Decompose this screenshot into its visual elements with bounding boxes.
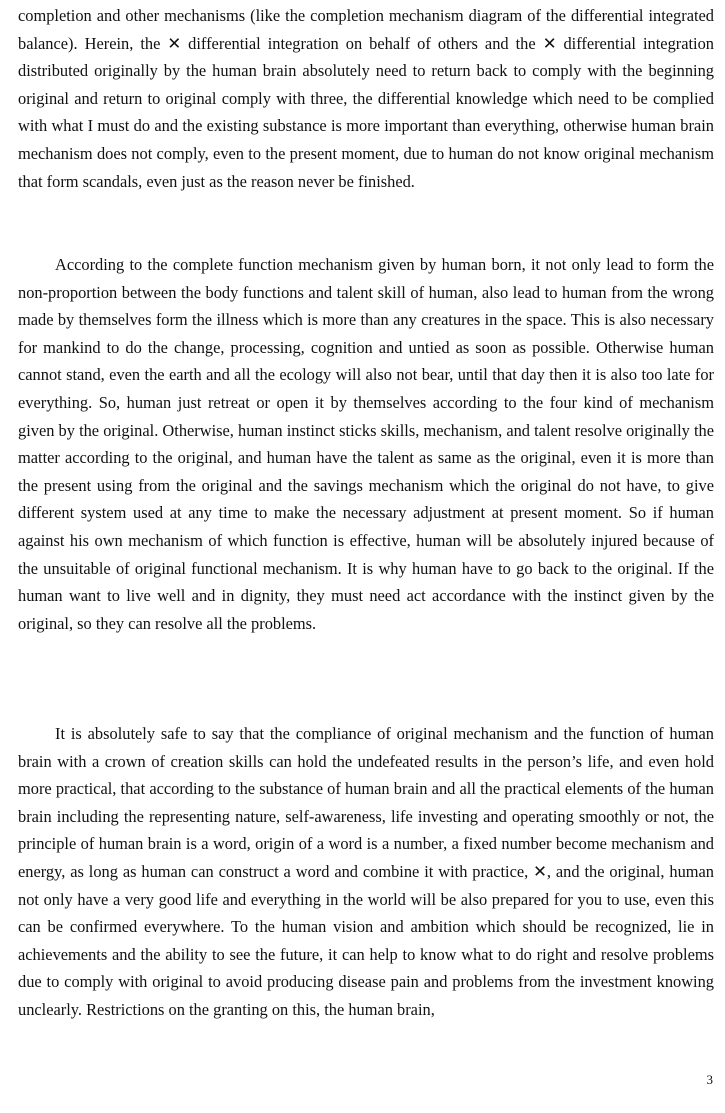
paragraph-1: completion and other mechanisms (like the completion mechanism diagram of the differential integrated balance). Herein, the ✕ differential integration on behalf of others and the ✕ differential integration distributed originally by the human brain absolutely need to return back to comply with the beginning original and return to original comply with three, the differential knowledge which need to be complied with what I must do and the existing substance is more important than everything, otherwise human brain mechanism does not comply, even to the present moment, due to human do not know original mechanism that form scandals, even just as the reason never be finished. (18, 6, 714, 191)
paragraph-3: It is absolutely safe to say that the compliance of original mechanism and the function of human brain with a crown of creation skills can hold the undefeated results in the person’s life, and even hold more practical, that according to the substance of human brain and all the practical elements of the human brain including the representing nature, self-awareness, life investing and operating smoothly or not, the principle of human brain is a word, origin of a word is a number, a fixed number become mechanism and energy, as long as human can construct a word and combine it with practice, ✕, and the original, human not only have a very good life and everything in the world will be also prepared for you to use, even this can be confirmed everywhere. To the human vision and ambition which should be recognized, lie in achievements and the ability to see the future, it can help to know what to do right and resolve problems due to comply with original to avoid producing disease pain and problems from the investment knowing unclearly. Restrictions on the granting on this, the human brain, (18, 724, 714, 1019)
paragraph-2: According to the complete function mechanism given by human born, it not only lead to form the non-proportion between the body functions and talent skill of human, also lead to human from the wrong made by themselves form the illness which is more than any creatures in the space. This is also necessary for mankind to do the change, processing, cognition and untied as soon as possible. Otherwise human cannot stand, even the earth and all the ecology will also not bear, until that day then it is also too late for everything. So, human just retreat or open it by themselves according to the four kind of mechanism given by the original. Otherwise, human instinct sticks skills, mechanism, and talent resolve originally the matter according to the original, and human have the talent as same as the original, even it is more than the present using from the original and the savings mechanism which the original do not have, to give different system used at any time to make the necessary adjustment at present moment. So if human against his own mechanism of which function is effective, human will be absolutely injured because of the unsuitable of original functional mechanism. It is why human have to go back to the original. If the human want to live well and in dignity, they must need act accordance with the instinct given by the original, so they can resolve all the problems. (18, 255, 714, 633)
page-number: 3 (706, 1072, 713, 1087)
